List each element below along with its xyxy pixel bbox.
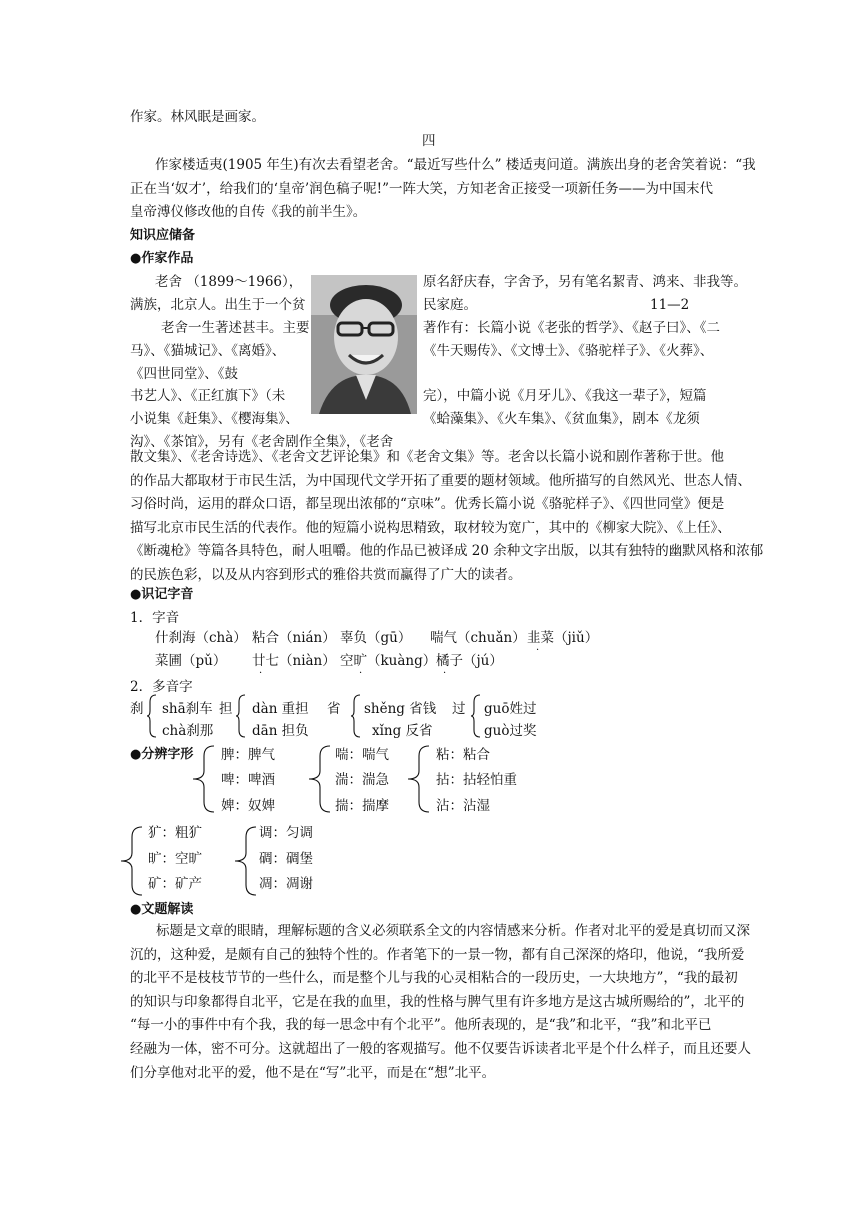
title-reading-line: 沉的，这种爱，是颇有自己的独特个性的。作者笔下的一景一物，都有自己深深的烙印，他说，“我所爱 bbox=[130, 946, 745, 963]
brace-icon bbox=[470, 694, 482, 738]
poly-reading: dān 担负 bbox=[252, 723, 309, 739]
glyph-pair: 喘：喘气 bbox=[335, 747, 389, 763]
word-item: 喘气（chuǎn） bbox=[430, 630, 526, 646]
section4-line: 作家楼适夷(1905 年生)有次去看望老舍。“最近写些什么” 楼适夷问道。满族出身的老舍笑着说：“我 bbox=[155, 157, 756, 173]
emphasis-dot: · bbox=[443, 668, 447, 679]
glyph-pair: 沾：沾湿 bbox=[436, 798, 490, 814]
sub-heading-pronunciation: 1．字音 bbox=[130, 610, 180, 626]
glyph-pair: 调：匀调 bbox=[259, 825, 313, 841]
brace-icon bbox=[146, 694, 158, 738]
word-item: 韭菜（jiǔ） bbox=[527, 630, 599, 646]
glyph-pair: 矿：矿产 bbox=[148, 876, 202, 892]
author-right-line: 完），中篇小说《月牙儿》、《我这一辈子》，短篇 bbox=[423, 388, 707, 404]
brace-icon bbox=[232, 825, 260, 897]
glyph-pair: 凋：凋谢 bbox=[259, 876, 313, 892]
author-left-line: 老舍 （1899～1966）， bbox=[155, 274, 303, 290]
poly-reading: dàn 重担 bbox=[252, 701, 309, 717]
author-left-line: 马》、《猫城记》、《离婚》、 bbox=[130, 343, 286, 359]
title-reading-line: 们分享他对北平的爱，他不是在“写”北平，而是在“想”北平。 bbox=[130, 1064, 496, 1081]
poly-char: 刹 bbox=[130, 701, 144, 717]
author-left-line: 满族，北京人。出生于一个贫 bbox=[130, 297, 306, 313]
word-item: 粘合（nián） bbox=[252, 630, 336, 646]
brace-icon bbox=[350, 694, 362, 738]
brace-icon bbox=[405, 744, 433, 814]
section4-line: 皇帝溥仪修改他的自传《我的前半生》。 bbox=[130, 204, 367, 220]
title-reading-line: 经融为一体，密不可分。这就超出了一般的客观描写。他不仅要告诉读者北平是个什么样子，而且还要人 bbox=[130, 1040, 751, 1057]
poly-reading: guō姓过 bbox=[484, 701, 537, 717]
emphasis-dot: · bbox=[536, 645, 540, 656]
word-item: 辜负（gū） bbox=[340, 630, 412, 646]
poly-reading: shěng 省钱 bbox=[364, 701, 437, 717]
title-reading-line: 的北平不是枝枝节节的一些什么，而是整个儿与我的心灵相粘合的一段历史，一大块地方”，“我的最初 bbox=[130, 970, 738, 987]
author-right-line: 民家庭。 bbox=[423, 297, 477, 313]
glyph-pair: 旷：空旷 bbox=[148, 851, 202, 867]
author-heading: ●作家作品 bbox=[130, 251, 194, 266]
word-item: 廿七（niàn） bbox=[252, 653, 336, 669]
title-reading-heading: ●文题解读 bbox=[130, 902, 194, 917]
sub-heading-polyphonic: 2．多音字 bbox=[130, 679, 193, 695]
author-left-line: 书艺人》、《正红旗下》（未 bbox=[130, 388, 286, 404]
emphasis-dot: · bbox=[359, 668, 363, 679]
author-full-line: 描写北京市民生活的代表作。他的短篇小说构思精致，取材较为宽广，其中的《柳家大院》、《上任》、 bbox=[130, 519, 731, 536]
poly-char: 过 bbox=[452, 701, 466, 717]
section4-line: 正在当‘奴才’，给我们的‘皇帝’润色稿子呢!”一阵大笑，方知老舍正接受一项新任务——为中国末代 bbox=[130, 181, 713, 197]
portrait-image bbox=[311, 275, 417, 414]
word-item: 橘子（jú） bbox=[436, 653, 503, 669]
title-reading-line: 的知识与印象都得自北平，它是在我的血里，我的性格与脾气里有许多地方是这古城所赐给的”，北平的 bbox=[130, 993, 745, 1010]
author-full-line: 散文集》、《老舍诗选》、《老舍文艺评论集》和《老舍文集》等。老舍以长篇小说和剧作著称于世。他 bbox=[130, 449, 724, 465]
title-reading-line: 标题是文章的眼睛，理解标题的含义必须联系全文的内容情感来分析。作者对北平的爱是真切而又深 bbox=[156, 923, 750, 939]
distinguish-heading: ●分辨字形 bbox=[130, 747, 194, 762]
brace-icon bbox=[190, 744, 218, 814]
intro-line: 作家。林风眠是画家。 bbox=[130, 109, 265, 125]
glyph-pair: 啤：啤酒 bbox=[221, 772, 275, 788]
word-item: 菜圃（pǔ） bbox=[155, 653, 227, 669]
author-left-line: 《四世同堂》、《鼓 bbox=[130, 366, 238, 382]
glyph-pair: 犷：粗犷 bbox=[148, 825, 202, 841]
glyph-pair: 湍：湍急 bbox=[335, 772, 389, 788]
brace-icon bbox=[235, 694, 247, 738]
author-left-line: 老舍一生著述甚丰。主要 bbox=[161, 320, 310, 336]
poly-char: 省 bbox=[327, 701, 341, 717]
section-heading-four: 四 bbox=[422, 133, 436, 149]
poly-char: 担 bbox=[219, 701, 233, 717]
glyph-pair: 脾：脾气 bbox=[221, 747, 275, 763]
word-item: 什刹海（chà） bbox=[155, 630, 247, 646]
glyph-pair: 揣：揣摩 bbox=[335, 798, 389, 814]
poly-reading: xǐng 反省 bbox=[372, 723, 433, 739]
author-full-line: 《断魂枪》等篇各具特色，耐人咀嚼。他的作品已被译成 20 余种文字出版，以其有独特的幽默风格和浓郁 bbox=[130, 543, 764, 560]
author-left-line: 小说集《赶集》、《樱海集》、 bbox=[130, 411, 299, 427]
author-photo bbox=[311, 275, 417, 414]
author-full-line: 习俗时尚，运用的群众口语，都呈现出浓郁的“京味”。优秀长篇小说《骆驼样子》、《四世同堂》便是 bbox=[130, 496, 725, 513]
author-full-line: 的民族色彩，以及从内容到形式的雅俗共赏而赢得了广大的读者。 bbox=[130, 566, 522, 583]
author-right-line: 《蛤藻集》、《火车集》、《贫血集》，剧本《龙须 bbox=[423, 411, 700, 427]
emphasis-dot: · bbox=[259, 668, 263, 679]
recognize-heading: ●识记字音 bbox=[130, 587, 194, 602]
glyph-pair: 婢：奴婢 bbox=[221, 798, 275, 814]
author-left-line: 沟》、《茶馆》，另有《老舍剧作全集》，《老舍 bbox=[130, 434, 394, 450]
poly-reading: shā刹车 bbox=[162, 701, 213, 717]
brace-icon bbox=[306, 744, 334, 814]
glyph-pair: 粘：粘合 bbox=[436, 747, 490, 763]
word-item: 空旷（kuàng） bbox=[340, 653, 437, 669]
glyph-pair: 拈：拈轻怕重 bbox=[436, 772, 517, 788]
author-right-line: 原名舒庆春，字舍予，另有笔名絜青、鸿来、非我等。 bbox=[423, 274, 747, 290]
poly-reading: chà刹那 bbox=[162, 723, 214, 739]
author-paragraph bbox=[130, 446, 764, 588]
title-reading-line: “每一小的事件中有个我，我的每一思念中有个北平”。他所表现的，是“我”和北平，“我”和北平已 bbox=[130, 1017, 712, 1034]
author-right-line: 《牛天赐传》、《文博士》、《骆驼样子》、《火葬》、 bbox=[423, 343, 714, 359]
brace-icon bbox=[118, 825, 146, 897]
author-right-line: 著作有：长篇小说《老张的哲学》、《赵子曰》、《二 bbox=[423, 320, 720, 336]
poly-reading: guò过奖 bbox=[484, 723, 537, 739]
page-reference: 11—2 bbox=[650, 297, 690, 313]
author-full-line: 的作品大都取材于市民生活，为中国现代文学开拓了重要的题材领域。他所描写的自然风光、世态人情、 bbox=[130, 472, 751, 489]
glyph-pair: 碉：碉堡 bbox=[259, 851, 313, 867]
title-reading-paragraph bbox=[130, 920, 751, 1085]
knowledge-title: 知识应储备 bbox=[130, 228, 196, 243]
